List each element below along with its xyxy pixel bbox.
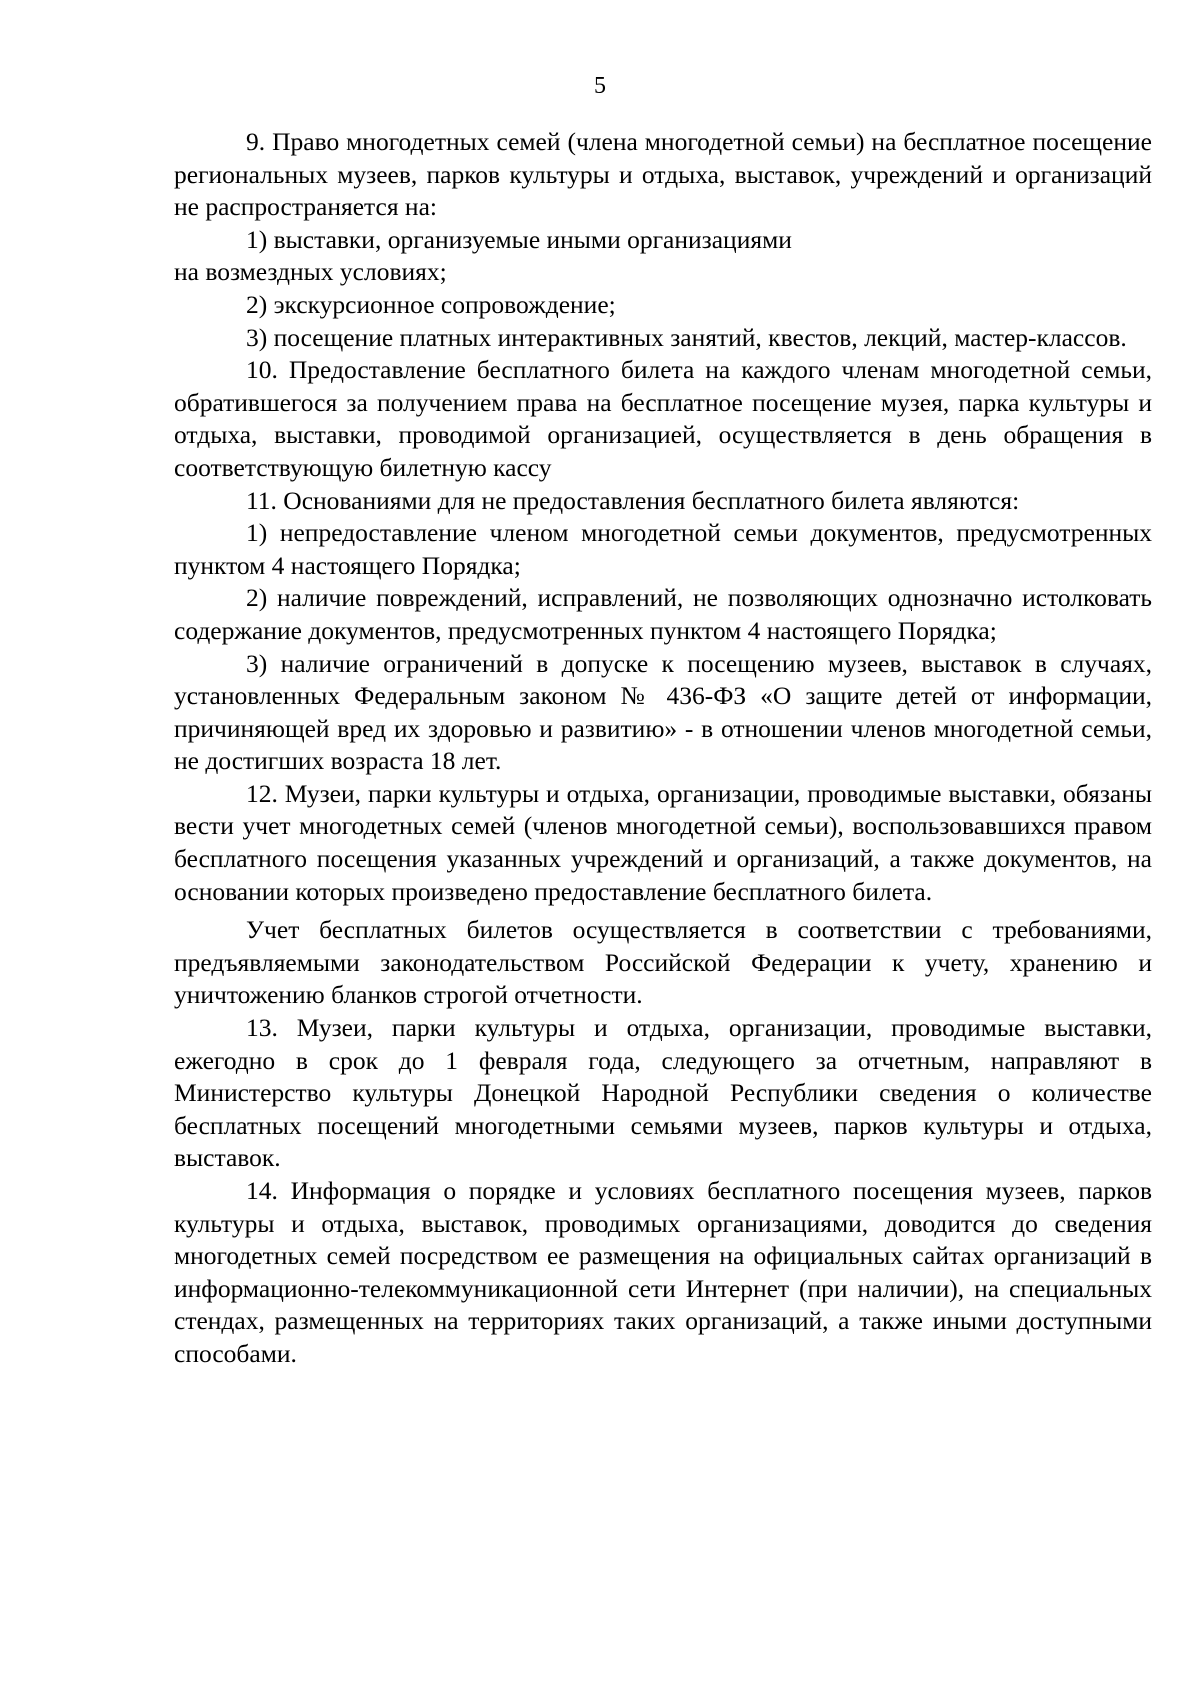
paragraph-11-item-3: 3) наличие ограничений в допуске к посещению музеев, выставок в случаях, установленных Федеральным законом № 436-ФЗ «О защите детей от информации, причиняющей вред их здоровью и развитию» - в отношении членов многодетной семьи, не достигших возраста 18 лет.: [174, 648, 1152, 776]
paragraph-14: 14. Информация о порядке и условиях бесплатного посещения музеев, парков культуры и отдыха, выставок, проводимых организациями, доводится до сведения многодетных семей посредством ее размещения на официальных сайтах организаций в информационно-телекоммуникационной сети Интернет (при наличии), на специальных стендах, размещенных на территориях таких организаций, а также иными доступными способами.: [174, 1176, 1152, 1368]
paragraph-11: 11. Основаниями для не предоставления бесплатного билета являются:: [246, 485, 1020, 515]
paragraph-9-item-1-continuation: на возмездных условиях;: [174, 257, 447, 287]
paragraph-9-item-2: 2) экскурсионное сопровождение;: [246, 289, 616, 319]
paragraph-11-item-1: 1) непредоставление членом многодетной семьи документов, предусмотренных пунктом 4 настоящего Порядка;: [174, 518, 1152, 580]
paragraph-13: 13. Музеи, парки культуры и отдыха, организации, проводимые выставки, ежегодно в срок до 1 февраля года, следующего за отчетным, направляют в Министерство культуры Донецкой Народной Республики сведения о количестве бесплатных посещений многодетными семьями музеев, парков культуры и отдыха, выставок.: [174, 1013, 1152, 1173]
paragraph-12: 12. Музеи, парки культуры и отдыха, организации, проводимые выставки, обязаны вести учет многодетных семей (членов многодетной семьи), воспользовавшихся правом бесплатного посещения указанных учреждений и организаций, а также документов, на основании которых произведено предоставление бесплатного билета.: [174, 778, 1152, 906]
paragraph-9-item-3: 3) посещение платных интерактивных занятий, квестов, лекций, мастер-классов.: [246, 322, 1127, 352]
paragraph-12-accounting: Учет бесплатных билетов осуществляется в соответствии с требованиями, предъявляемыми законодательством Российской Федерации к учету, хранению и уничтожению бланков строгой отчетности.: [174, 915, 1152, 1010]
paragraph-9-item-1-text: 1) выставки, организуемые иными организациями: [246, 224, 792, 254]
paragraph-9: 9. Право многодетных семей (члена многодетной семьи) на бесплатное посещение региональных музеев, парков культуры и отдыха, выставок, учреждений и организаций не распространяется на:: [174, 127, 1152, 222]
document-body: [174, 126, 1152, 1371]
paragraph-10: 10. Предоставление бесплатного билета на каждого членам многодетной семьи, обратившегося за получением права на бесплатное посещение музея, парка культуры и отдыха, выставки, проводимой организацией, осуществляется в день обращения в соответствующую билетную кассу: [174, 355, 1152, 482]
paragraph-11-item-2: 2) наличие повреждений, исправлений, не позволяющих однозначно истолковать содержание документов, предусмотренных пунктом 4 настоящего Порядка;: [174, 583, 1152, 645]
page-number: 5: [594, 73, 606, 99]
paragraph-9-item-1: [174, 224, 1152, 289]
